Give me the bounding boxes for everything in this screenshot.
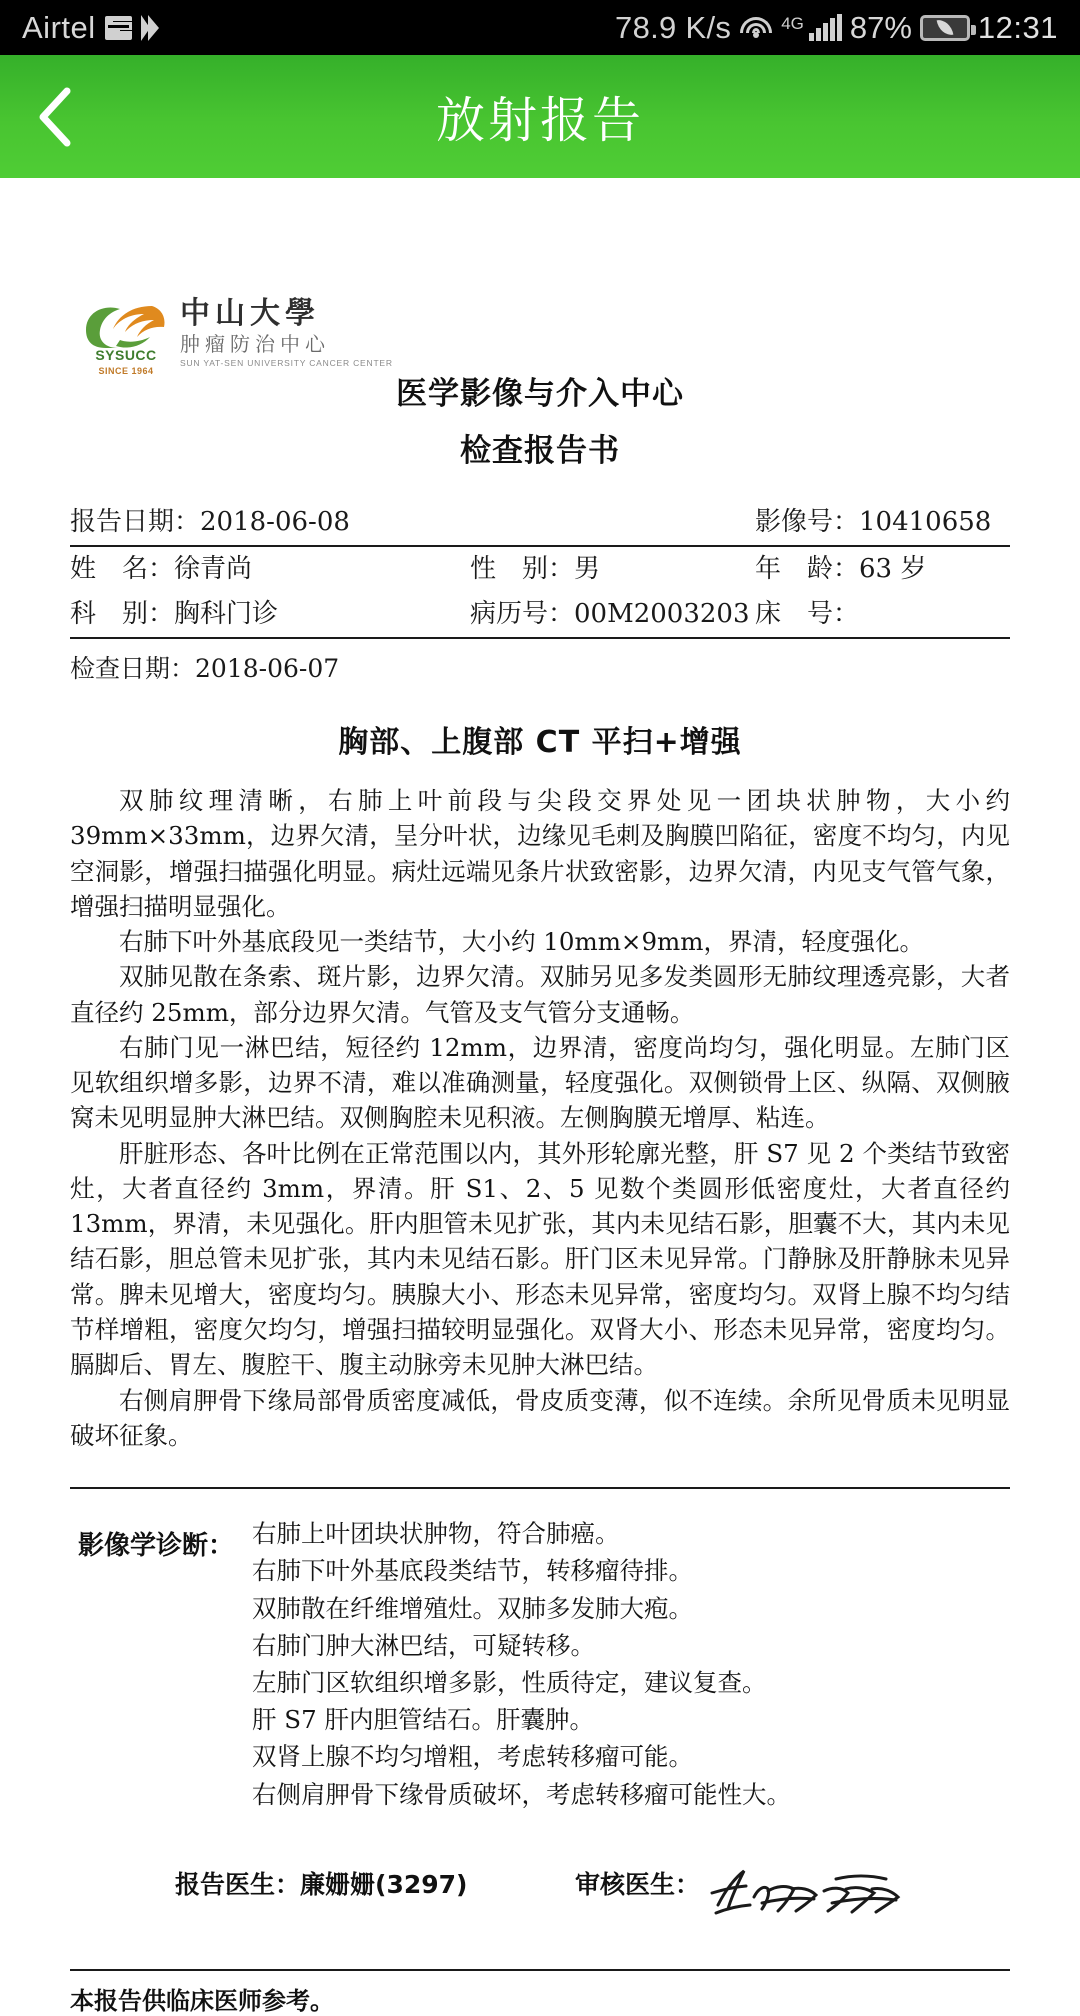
handwritten-signature-icon (706, 1859, 916, 1935)
cellular-signal-icon (809, 15, 842, 41)
dept-cell (70, 601, 470, 627)
footnote: 本报告供临床医师参考。 (70, 1986, 334, 2015)
meta-row-identity (70, 547, 1010, 592)
age-value: 63 岁 (859, 554, 927, 584)
diagnosis-item: 左肺门区软组织增多影，性质待定，建议复查。 (252, 1667, 767, 1697)
carrier-label: Airtel (22, 9, 96, 45)
findings-paragraph: 右侧肩胛骨下缘局部骨质密度减低，骨皮质变薄，似不连续。余所见骨质未见明显破坏征象。 (70, 1385, 1010, 1450)
network-speed-label: 78.9 K/s (615, 9, 732, 45)
logo-line-1: 中山大學 (180, 296, 320, 331)
report-doctor (175, 1865, 575, 1901)
sex-value: 男 (574, 554, 601, 584)
flag-icon (141, 15, 161, 41)
meta-row-admin (70, 592, 1010, 637)
dept-value: 胸科门诊 (174, 599, 279, 629)
report-date-label: 报告日期： (70, 507, 201, 537)
exam-date-value: 2018-06-07 (195, 654, 340, 683)
back-button[interactable] (0, 55, 110, 178)
findings-diagnosis-divider (70, 1487, 1010, 1489)
sex-label: 性 别： (470, 554, 575, 584)
review-doctor (575, 1865, 916, 1935)
record-no-cell (470, 601, 755, 627)
image-no-label: 影像号： (755, 507, 860, 537)
review-doctor-label: 审核医生： (575, 1869, 701, 1899)
findings-paragraph: 肝脏形态、各叶比例在正常范围以内，其外形轮廓光整，肝 S7 见 2 个类结节致密灶，大者直径约 3mm，界清。肝 S1、2、5 见数个类圆形低密度灶，大者直径约 13mm，界清，未见强化。肝内胆管未见扩张，其内未见结石影，胆囊不大，其内未见结石影，胆总管未见扩张，其内未见结石影。肝门区未见异常。门静脉及肝静脉未见异常。脾未见增大，密度均匀。胰腺大小、形态未见异常，密度均匀。双肾上腺不均匀结节样增粗，密度欠均匀，增强扫描较明显强化。双肾大小、形态未见异常，密度均匀。膈脚后、胃左、腹腔干、腹主动脉旁未见肿大淋巴结。 (70, 1138, 1010, 1380)
report-type-title: 检查报告书 (460, 433, 620, 469)
exam-date-row (70, 639, 1010, 689)
status-bar-left (22, 10, 161, 46)
meta-spacer (470, 509, 755, 535)
logo-line-2: 肿瘤防治中心 (180, 331, 330, 356)
logo-abbr: SYSUCC (95, 347, 157, 363)
diagnosis-item: 肝 S7 肝内胆管结石。肝囊肿。 (252, 1705, 594, 1735)
diagnosis-list (240, 1515, 1010, 1813)
diagnosis-item: 右肺门肿大淋巴结，可疑转移。 (252, 1630, 595, 1660)
diagnosis-item: 双肺散在纤维增殖灶。双肺多发肺大疱。 (252, 1593, 693, 1623)
bed-no-cell (755, 601, 1010, 627)
diagnosis-item: 双肾上腺不均匀增粗，考虑转移瘤可能。 (252, 1742, 693, 1772)
findings-paragraph: 右肺门见一淋巴结，短径约 12mm，边界清，密度尚均匀，强化明显。左肺门区见软组织增多影，边界不清，难以准确测量，轻度强化。双侧锁骨上区、纵隔、双侧腋窝未见明显肿大淋巴结。双侧胸腔未见积液。左侧胸膜无增厚、粘连。 (70, 1032, 1010, 1133)
report-date-cell (70, 509, 470, 535)
findings-paragraph: 双肺纹理清晰，右肺上叶前段与尖段交界处见一团块状肿物，大小约 39mm×33mm，边界欠清，呈分叶状，边缘见毛刺及胸膜凹陷征，密度不均匀，内见空洞影，增强扫描强化明显。病灶远端见条片状致密影，边界欠清，内见支气管气象，增强扫描明显强化。 (70, 786, 1010, 921)
page-title: 放射报告 (435, 91, 644, 149)
sex-cell (470, 556, 755, 582)
name-label: 姓 名： (70, 554, 175, 584)
image-no-cell (755, 509, 1010, 535)
battery-saver-icon (920, 15, 970, 41)
report-doctor-label: 报告医生： (175, 1869, 301, 1899)
diagnosis-item: 右侧肩胛骨下缘骨质破坏，考虑转移瘤可能性大。 (252, 1779, 791, 1809)
report-page (0, 178, 1080, 2016)
status-bar (0, 0, 1080, 55)
findings-paragraph: 右肺下叶外基底段见一类结节，大小约 10mm×9mm，界清，轻度强化。 (119, 927, 925, 957)
diagnosis-label: 影像学诊断： (78, 1531, 235, 1562)
age-label: 年 龄： (755, 554, 860, 584)
sysucc-emblem-icon (80, 296, 172, 376)
status-bar-right (615, 10, 1058, 46)
logo-since: SINCE 1964 (98, 366, 154, 376)
diagnosis-item: 右肺上叶团块状肿物，符合肺癌。 (252, 1519, 620, 1549)
findings-section (70, 783, 1010, 1453)
clock-label: 12:31 (977, 9, 1058, 45)
record-no-value: 00M2003203 (574, 599, 750, 629)
battery-percent-label: 87% (849, 9, 912, 45)
meta-row-report-date (70, 500, 1010, 545)
report-date-value: 2018-06-08 (200, 507, 350, 537)
name-cell (70, 556, 470, 582)
exam-title: 胸部、上腹部 CT 平扫+增强 (338, 725, 742, 760)
network-type-label: 4G (781, 13, 804, 33)
report-document (70, 178, 1010, 2016)
patient-meta-table (70, 500, 1010, 689)
signature-section (70, 1865, 1010, 1935)
dept-label: 科 别： (70, 599, 175, 629)
name-value: 徐青尚 (174, 554, 253, 584)
exam-date-label: 检查日期： (70, 654, 196, 683)
image-no-value: 10410658 (859, 507, 992, 537)
age-cell (755, 556, 1010, 582)
record-no-label: 病历号： (470, 599, 575, 629)
findings-paragraph: 双肺见散在条索、斑片影，边界欠清。双肺另见多发类圆形无肺纹理透亮影，大者直径约 25mm，部分边界欠清。气管及支气管分支通畅。 (70, 962, 1010, 1027)
signal-activity-icon (105, 16, 132, 40)
report-doctor-value: 廉姗姗(3297) (300, 1869, 468, 1899)
bed-no-label: 床 号： (755, 599, 860, 629)
center-title: 医学影像与介入中心 (396, 376, 684, 412)
logo-text (180, 296, 393, 368)
app-bar (0, 55, 1080, 178)
logo-line-en: SUN YAT-SEN UNIVERSITY CANCER CENTER (180, 357, 393, 368)
diagnosis-section (70, 1515, 1010, 1813)
diagnosis-item: 右肺下叶外基底段类结节，转移瘤待排。 (252, 1556, 693, 1586)
chevron-left-icon (33, 85, 77, 149)
wifi-icon (739, 15, 773, 41)
